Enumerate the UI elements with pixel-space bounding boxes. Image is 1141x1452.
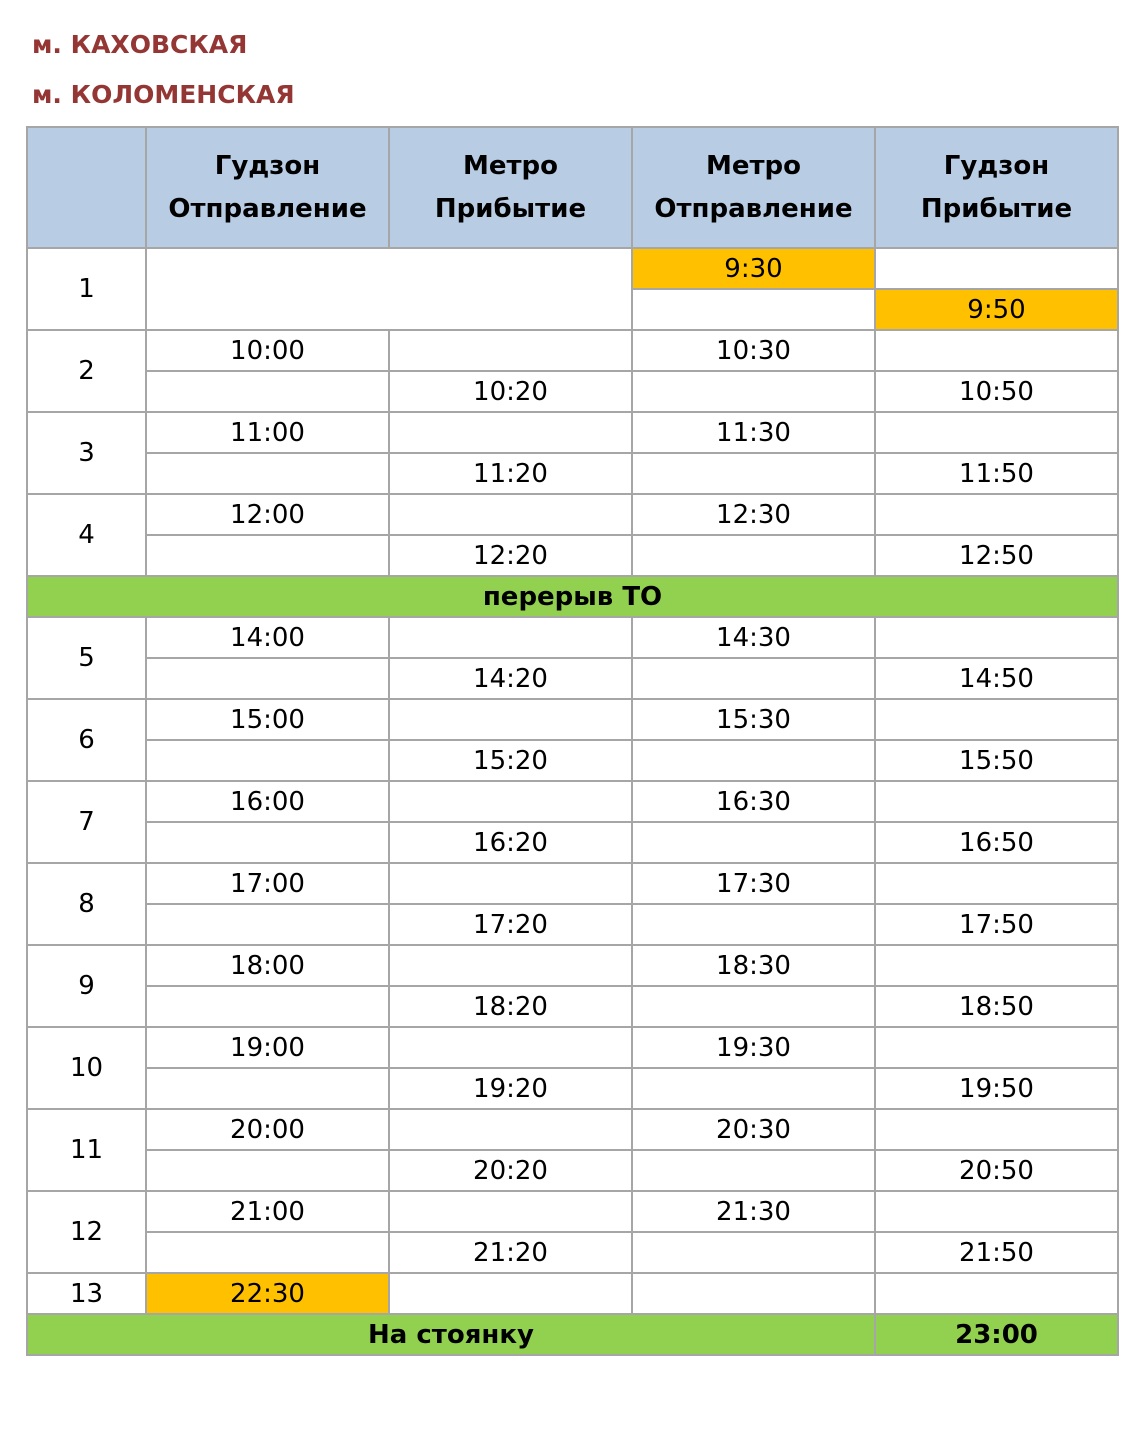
- empty-cell: [389, 330, 632, 371]
- hudson-departure-time: 16:00: [146, 781, 389, 822]
- trip-row: [27, 1109, 1118, 1150]
- trip-row: [27, 822, 1118, 863]
- hudson-arrival-time: 16:50: [875, 822, 1118, 863]
- empty-cell: [875, 617, 1118, 658]
- trip-row: [27, 371, 1118, 412]
- hudson-departure-time: 12:00: [146, 494, 389, 535]
- trip-row: [27, 617, 1118, 658]
- empty-cell: [632, 535, 875, 576]
- trip-number: 3: [27, 412, 146, 494]
- hudson-arrival-time: 11:50: [875, 453, 1118, 494]
- empty-cell: [632, 1150, 875, 1191]
- empty-cell: [632, 289, 875, 330]
- break-label: перерыв ТО: [27, 576, 1118, 617]
- hudson-arrival-time: 14:50: [875, 658, 1118, 699]
- empty-cell: [146, 822, 389, 863]
- trip-number: 13: [27, 1273, 146, 1314]
- empty-cell: [389, 1109, 632, 1150]
- trip-row: [27, 1150, 1118, 1191]
- hudson-departure-time: 11:00: [146, 412, 389, 453]
- trip-number: 9: [27, 945, 146, 1027]
- hudson-arrival-time: 17:50: [875, 904, 1118, 945]
- empty-cell: [146, 1150, 389, 1191]
- empty-cell: [146, 453, 389, 494]
- trip-number: 12: [27, 1191, 146, 1273]
- metro-departure-time: 14:30: [632, 617, 875, 658]
- empty-cell: [875, 1273, 1118, 1314]
- metro-arrival-time: 17:20: [389, 904, 632, 945]
- hudson-arrival-time: 12:50: [875, 535, 1118, 576]
- empty-cell: [632, 658, 875, 699]
- hudson-arrival-time: 20:50: [875, 1150, 1118, 1191]
- metro-departure-time: 19:30: [632, 1027, 875, 1068]
- trip-row: [27, 535, 1118, 576]
- trip-number: 2: [27, 330, 146, 412]
- empty-cell: [389, 1027, 632, 1068]
- hudson-departure-time: 15:00: [146, 699, 389, 740]
- header-blank: [27, 127, 146, 248]
- trip-row: [27, 658, 1118, 699]
- hudson-arrival-time: 21:50: [875, 1232, 1118, 1273]
- empty-cell: [875, 1109, 1118, 1150]
- metro-departure-time: 15:30: [632, 699, 875, 740]
- empty-cell: [389, 863, 632, 904]
- empty-cell: [389, 781, 632, 822]
- empty-cell: [389, 945, 632, 986]
- empty-cell: [875, 494, 1118, 535]
- metro-arrival-time: 10:20: [389, 371, 632, 412]
- trip-row-13: [27, 1273, 1118, 1314]
- metro-departure-time: 18:30: [632, 945, 875, 986]
- empty-cell: [146, 986, 389, 1027]
- metro-departure-time: 17:30: [632, 863, 875, 904]
- header-row: [27, 127, 1118, 248]
- empty-cell: [389, 494, 632, 535]
- hudson-departure-time: 22:30: [146, 1273, 389, 1314]
- empty-cell: [632, 1273, 875, 1314]
- header-metro-departure: Метро Отправление: [632, 127, 875, 248]
- trip-row: [27, 945, 1118, 986]
- hudson-departure-time: 17:00: [146, 863, 389, 904]
- header-hudson-arrival: Гудзон Прибытие: [875, 127, 1118, 248]
- trip-row: [27, 699, 1118, 740]
- metro-arrival-time: 21:20: [389, 1232, 632, 1273]
- trip-row: [27, 1191, 1118, 1232]
- metro-arrival-time: 12:20: [389, 535, 632, 576]
- empty-cell: [875, 699, 1118, 740]
- metro-departure-time: 16:30: [632, 781, 875, 822]
- metro-departure-time: 20:30: [632, 1109, 875, 1150]
- header-metro-arrival: Метро Прибытие: [389, 127, 632, 248]
- empty-cell: [632, 371, 875, 412]
- empty-cell: [875, 248, 1118, 289]
- empty-cell: [146, 1068, 389, 1109]
- trip-number: 11: [27, 1109, 146, 1191]
- header-hudson-departure: Гудзон Отправление: [146, 127, 389, 248]
- empty-cell: [389, 1191, 632, 1232]
- empty-cell: [389, 412, 632, 453]
- trip-row: [27, 1027, 1118, 1068]
- trip-row-1a: [27, 248, 1118, 289]
- empty-cell: [389, 617, 632, 658]
- metro-arrival-time: 16:20: [389, 822, 632, 863]
- metro-arrival-time: 14:20: [389, 658, 632, 699]
- empty-cell: [632, 904, 875, 945]
- hudson-arrival-time: 9:50: [875, 289, 1118, 330]
- empty-cell: [146, 248, 632, 330]
- trip-row: [27, 863, 1118, 904]
- hudson-arrival-time: 18:50: [875, 986, 1118, 1027]
- metro-departure-time: 11:30: [632, 412, 875, 453]
- trip-row: [27, 330, 1118, 371]
- trip-number: 5: [27, 617, 146, 699]
- footer-label: На стоянку: [27, 1314, 875, 1355]
- empty-cell: [875, 1191, 1118, 1232]
- metro-departure-time: 9:30: [632, 248, 875, 289]
- empty-cell: [632, 740, 875, 781]
- trip-row: [27, 412, 1118, 453]
- page-title-kolomenskaya: м. КОЛОМЕНСКАЯ: [32, 80, 295, 109]
- footer-time: 23:00: [875, 1314, 1118, 1355]
- trip-row: [27, 494, 1118, 535]
- break-row: [27, 576, 1118, 617]
- empty-cell: [632, 453, 875, 494]
- metro-arrival-time: 15:20: [389, 740, 632, 781]
- empty-cell: [146, 740, 389, 781]
- empty-cell: [146, 904, 389, 945]
- empty-cell: [146, 535, 389, 576]
- hudson-departure-time: 14:00: [146, 617, 389, 658]
- empty-cell: [632, 822, 875, 863]
- trip-row: [27, 986, 1118, 1027]
- hudson-arrival-time: 19:50: [875, 1068, 1118, 1109]
- empty-cell: [875, 412, 1118, 453]
- trip-number: 6: [27, 699, 146, 781]
- trip-row: [27, 740, 1118, 781]
- empty-cell: [875, 330, 1118, 371]
- empty-cell: [875, 1027, 1118, 1068]
- empty-cell: [875, 781, 1118, 822]
- hudson-arrival-time: 15:50: [875, 740, 1118, 781]
- hudson-departure-time: 18:00: [146, 945, 389, 986]
- trip-number: 4: [27, 494, 146, 576]
- metro-arrival-time: 18:20: [389, 986, 632, 1027]
- empty-cell: [875, 863, 1118, 904]
- metro-arrival-time: 11:20: [389, 453, 632, 494]
- trip-number: 1: [27, 248, 146, 330]
- trip-number: 8: [27, 863, 146, 945]
- empty-cell: [146, 1232, 389, 1273]
- empty-cell: [632, 986, 875, 1027]
- trip-number: 10: [27, 1027, 146, 1109]
- hudson-departure-time: 21:00: [146, 1191, 389, 1232]
- schedule-table: [26, 126, 1119, 1356]
- metro-arrival-time: 19:20: [389, 1068, 632, 1109]
- empty-cell: [632, 1232, 875, 1273]
- empty-cell: [389, 1273, 632, 1314]
- footer-row: [27, 1314, 1118, 1355]
- trip-row: [27, 1232, 1118, 1273]
- trip-row: [27, 904, 1118, 945]
- hudson-departure-time: 10:00: [146, 330, 389, 371]
- trip-row: [27, 781, 1118, 822]
- hudson-departure-time: 20:00: [146, 1109, 389, 1150]
- empty-cell: [632, 1068, 875, 1109]
- empty-cell: [146, 371, 389, 412]
- metro-departure-time: 21:30: [632, 1191, 875, 1232]
- hudson-arrival-time: 10:50: [875, 371, 1118, 412]
- trip-row: [27, 453, 1118, 494]
- empty-cell: [389, 699, 632, 740]
- metro-departure-time: 10:30: [632, 330, 875, 371]
- page-title-kakhovskaya: м. КАХОВСКАЯ: [32, 30, 248, 59]
- empty-cell: [146, 658, 389, 699]
- trip-row: [27, 1068, 1118, 1109]
- metro-departure-time: 12:30: [632, 494, 875, 535]
- hudson-departure-time: 19:00: [146, 1027, 389, 1068]
- trip-number: 7: [27, 781, 146, 863]
- metro-arrival-time: 20:20: [389, 1150, 632, 1191]
- empty-cell: [875, 945, 1118, 986]
